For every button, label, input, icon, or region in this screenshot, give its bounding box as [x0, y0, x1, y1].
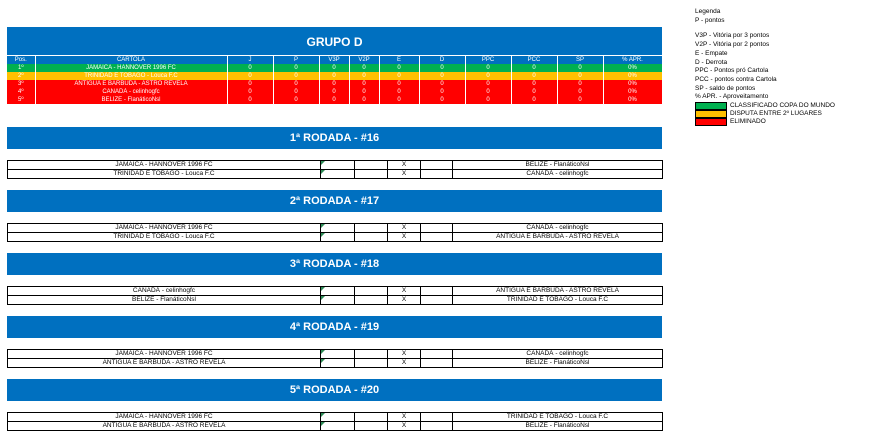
away-score — [421, 413, 453, 422]
round-title: 1ª RODADA - #16 — [7, 127, 662, 149]
standings-cell: 0 — [419, 72, 465, 80]
away-team: BELIZE - FlanáticoNsl — [453, 359, 663, 368]
standings-table — [7, 56, 663, 104]
standings-cell: 0 — [419, 80, 465, 88]
versus-label: X — [388, 296, 421, 305]
standings-cell: 0 — [557, 96, 603, 104]
column-header: P — [273, 56, 319, 64]
legend-class-label: DISPUTA ENTRE 2º LUGARES — [730, 109, 822, 117]
home-score — [321, 170, 355, 179]
color-swatch — [695, 118, 727, 126]
legend-item: E - Empate — [695, 49, 728, 57]
standings-cell: 0 — [511, 88, 557, 96]
match-row — [8, 170, 663, 179]
legend-item: PCC - pontos contra Cartola — [695, 75, 777, 83]
standings-cell: 0 — [465, 72, 511, 80]
round-matches-table — [7, 286, 663, 305]
away-team: ANTIGUA E BARBUDA - ASTRO REVELA — [453, 287, 663, 296]
column-header: Pos. — [7, 56, 35, 64]
standings-cell: 0 — [273, 88, 319, 96]
away-team: CANADÁ - celinhogfc — [453, 224, 663, 233]
away-score — [421, 233, 453, 242]
away-team: CANADÁ - celinhogfc — [453, 170, 663, 179]
standings-cell: 0 — [319, 80, 349, 88]
standings-cell: 4º — [7, 88, 35, 96]
legend-item: PPC - Pontos pró Cartola — [695, 67, 769, 75]
legend-item: D - Derrota — [695, 58, 728, 66]
away-team: BELIZE - FlanáticoNsl — [453, 161, 663, 170]
standings-cell: BELIZE - FlanáticoNsl — [35, 96, 227, 104]
home-team: ANTIGUA E BARBUDA - ASTRO REVELA — [8, 359, 321, 368]
standings-cell: 0% — [603, 88, 662, 96]
standings-cell: 0 — [511, 96, 557, 104]
home-score — [321, 359, 355, 368]
legend-class-row — [695, 118, 869, 126]
standings-cell: 0 — [349, 64, 379, 72]
home-team: TRINIDAD E TOBAGO - Louca F.C — [8, 170, 321, 179]
match-row — [8, 350, 663, 359]
standings-cell: 0% — [603, 96, 662, 104]
column-header: V2P — [349, 56, 379, 64]
standings-cell: TRINIDAD E TOBAGO - Louca F.C — [35, 72, 227, 80]
spacer-cell — [355, 359, 388, 368]
legend-class-label: ELIMINADO — [730, 117, 766, 125]
away-score — [421, 287, 453, 296]
standings-cell: 0 — [273, 96, 319, 104]
standings-cell: 0% — [603, 80, 662, 88]
standings-cell: 0 — [557, 72, 603, 80]
spacer-cell — [355, 350, 388, 359]
home-score — [321, 287, 355, 296]
standings-cell: 0 — [557, 64, 603, 72]
standings-cell: 0 — [349, 88, 379, 96]
column-header: PPC — [465, 56, 511, 64]
away-team: TRINIDAD E TOBAGO - Louca F.C — [453, 413, 663, 422]
away-score — [421, 359, 453, 368]
home-score — [321, 422, 355, 431]
column-header: J — [227, 56, 273, 64]
color-swatch — [695, 110, 727, 118]
column-header: SP — [557, 56, 603, 64]
home-score — [321, 224, 355, 233]
standings-cell: 5º — [7, 96, 35, 104]
standings-cell: 3º — [7, 80, 35, 88]
home-team: TRINIDAD E TOBAGO - Louca F.C — [8, 233, 321, 242]
versus-label: X — [388, 422, 421, 431]
standings-cell: 0% — [603, 72, 662, 80]
column-header: E — [379, 56, 419, 64]
standings-cell: 0 — [227, 88, 273, 96]
standings-cell: 0 — [379, 72, 419, 80]
legend-item: V3P - Vitória por 3 pontos — [695, 32, 770, 40]
away-score — [421, 224, 453, 233]
match-row — [8, 422, 663, 431]
round-title: 2ª RODADA - #17 — [7, 190, 662, 212]
legend-item: SP - saldo de pontos — [695, 84, 756, 92]
legend-points: P - pontos — [695, 16, 725, 24]
round-title: 5ª RODADA - #20 — [7, 379, 662, 401]
away-score — [421, 161, 453, 170]
standings-cell: 0 — [379, 64, 419, 72]
spacer-cell — [355, 413, 388, 422]
standings-cell: 0 — [511, 72, 557, 80]
column-header: CARTOLA — [35, 56, 227, 64]
standings-cell: 0 — [511, 80, 557, 88]
standings-cell: JAMAICA - HANNOVER 1996 FC — [35, 64, 227, 72]
home-team: CANADÁ - celinhogfc — [8, 287, 321, 296]
match-row — [8, 161, 663, 170]
standings-cell: 0 — [511, 64, 557, 72]
round-title: 4ª RODADA - #19 — [7, 316, 662, 338]
away-team: CANADÁ - celinhogfc — [453, 350, 663, 359]
standings-cell: 2º — [7, 72, 35, 80]
match-row — [8, 233, 663, 242]
away-score — [421, 350, 453, 359]
away-score — [421, 422, 453, 431]
standings-cell: 0 — [349, 72, 379, 80]
standings-row — [7, 72, 662, 80]
color-swatch — [695, 102, 727, 110]
round-matches-table — [7, 223, 663, 242]
round-matches-table — [7, 349, 663, 368]
away-score — [421, 170, 453, 179]
standings-row — [7, 96, 662, 104]
standings-cell: 0 — [465, 64, 511, 72]
legend-class-label: CLASSIFICADO COPA DO MUNDO — [730, 101, 835, 109]
versus-label: X — [388, 350, 421, 359]
away-team: BELIZE - FlanáticoNsl — [453, 422, 663, 431]
standings-cell: 0 — [227, 96, 273, 104]
versus-label: X — [388, 413, 421, 422]
standings-cell: 0 — [419, 96, 465, 104]
home-team: JAMAICA - HANNOVER 1996 FC — [8, 350, 321, 359]
away-team: ANTIGUA E BARBUDA - ASTRO REVELA — [453, 233, 663, 242]
round-matches-table — [7, 160, 663, 179]
legend-item: V2P - Vitória por 2 pontos — [695, 41, 770, 49]
versus-label: X — [388, 161, 421, 170]
standings-cell: 0 — [349, 96, 379, 104]
versus-label: X — [388, 224, 421, 233]
standings-cell: 0 — [273, 80, 319, 88]
column-header: PCC — [511, 56, 557, 64]
column-header: D — [419, 56, 465, 64]
spacer-cell — [355, 287, 388, 296]
standings-cell: 0 — [273, 72, 319, 80]
home-score — [321, 296, 355, 305]
standings-row — [7, 88, 662, 96]
standings-cell: 0 — [557, 80, 603, 88]
standings-cell: 0 — [273, 64, 319, 72]
versus-label: X — [388, 233, 421, 242]
home-team: JAMAICA - HANNOVER 1996 FC — [8, 224, 321, 233]
home-team: ANTIGUA E BARBUDA - ASTRO REVELA — [8, 422, 321, 431]
standings-cell: 0 — [319, 64, 349, 72]
standings-cell: 1º — [7, 64, 35, 72]
standings-cell: 0 — [227, 80, 273, 88]
match-row — [8, 287, 663, 296]
standings-cell: 0 — [379, 96, 419, 104]
home-score — [321, 350, 355, 359]
home-score — [321, 161, 355, 170]
legend-item: % APR. - Aproveitamento — [695, 93, 769, 101]
standings-row — [7, 64, 662, 72]
home-score — [321, 233, 355, 242]
spacer-cell — [355, 170, 388, 179]
home-team: JAMAICA - HANNOVER 1996 FC — [8, 413, 321, 422]
standings-cell: 0 — [227, 64, 273, 72]
legend — [695, 8, 869, 126]
match-row — [8, 296, 663, 305]
standings-cell: 0 — [557, 88, 603, 96]
standings-cell: ANTIGUA E BARBUDA - ASTRO REVELA — [35, 80, 227, 88]
legend-class-row — [695, 110, 869, 118]
home-score — [321, 413, 355, 422]
standings-cell: 0 — [349, 80, 379, 88]
column-header: % APR. — [603, 56, 662, 64]
standings-cell: 0 — [319, 88, 349, 96]
standings-header-row — [7, 56, 662, 64]
standings-cell: 0 — [319, 96, 349, 104]
home-team: JAMAICA - HANNOVER 1996 FC — [8, 161, 321, 170]
standings-cell: 0 — [465, 88, 511, 96]
standings-cell: 0% — [603, 64, 662, 72]
match-row — [8, 224, 663, 233]
versus-label: X — [388, 170, 421, 179]
versus-label: X — [388, 287, 421, 296]
spacer-cell — [355, 224, 388, 233]
versus-label: X — [388, 359, 421, 368]
spacer-cell — [355, 296, 388, 305]
column-header: V3P — [319, 56, 349, 64]
standings-cell: 0 — [227, 72, 273, 80]
away-team: TRINIDAD E TOBAGO - Louca F.C — [453, 296, 663, 305]
standings-cell: CANADÁ - celinhogfc — [35, 88, 227, 96]
home-team: BELIZE - FlanáticoNsl — [8, 296, 321, 305]
standings-cell: 0 — [319, 72, 349, 80]
spacer-cell — [355, 161, 388, 170]
standings-cell: 0 — [379, 80, 419, 88]
away-score — [421, 296, 453, 305]
spacer-cell — [355, 422, 388, 431]
standings-cell: 0 — [419, 88, 465, 96]
match-row — [8, 413, 663, 422]
standings-row — [7, 80, 662, 88]
spacer-cell — [355, 233, 388, 242]
legend-title: Legenda — [695, 8, 721, 15]
standings-cell: 0 — [379, 88, 419, 96]
standings-cell: 0 — [419, 64, 465, 72]
round-matches-table — [7, 412, 663, 431]
match-row — [8, 359, 663, 368]
standings-cell: 0 — [465, 80, 511, 88]
standings-cell: 0 — [465, 96, 511, 104]
round-title: 3ª RODADA - #18 — [7, 253, 662, 275]
group-title: GRUPO D — [7, 27, 662, 55]
